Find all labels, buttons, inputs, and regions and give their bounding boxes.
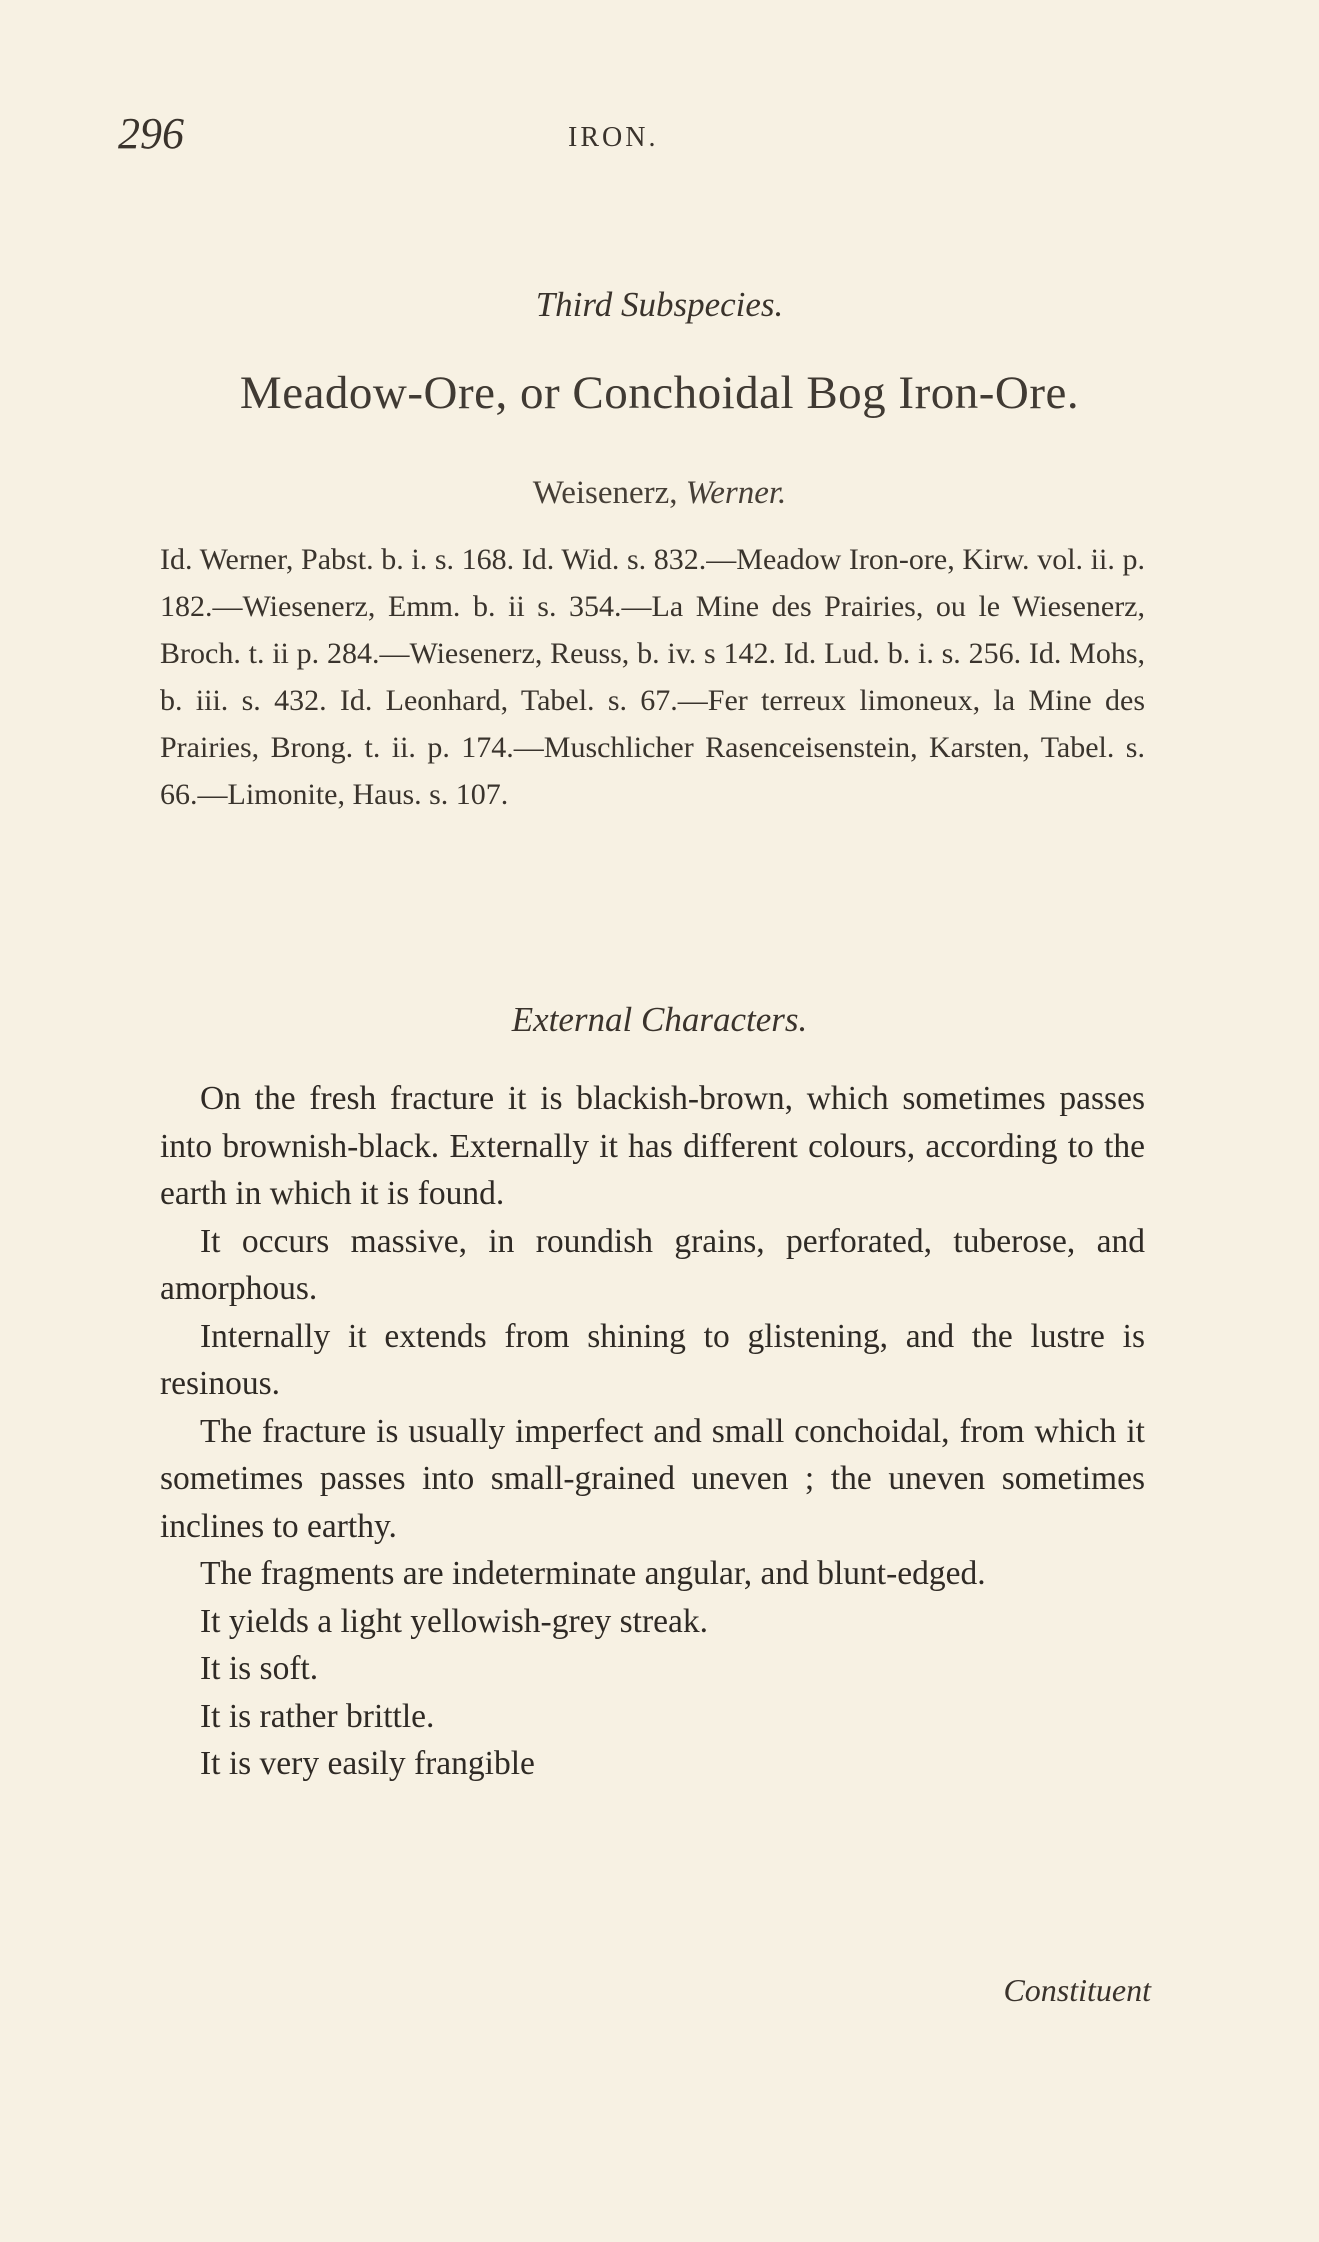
external-characters-heading: External Characters. <box>511 1000 808 1039</box>
page-number: 296 <box>118 109 184 158</box>
paragraph-frangibility: It is very easily frangible <box>200 1745 535 1782</box>
references-paragraph: Id. Werner, Pabst. b. i. s. 168. Id. Wid. s. 832.—Meadow Iron-ore, Kirw. vol. ii. p. 182.—Wiesenerz, Emm. b. ii s. 354.—La Mine des Prairies, ou le Wiesenerz, Broch. t. ii p. 284.—Wiesenerz, Reuss, b. iv. s 142. Id. Lud. b. i. s. 256. Id. Mohs, b. iii. s. 432. Id. Leonhard, Tabel. s. 67.—Fer terreux limoneux, la Mine des Prairies, Brong. t. ii. p. 174.—Muschlicher Rasenceisenstein, Karsten, Tabel. s. 66.—Limonite, Haus. s. 107. <box>160 543 1145 811</box>
paragraph-fracture: The fracture is usually imperfect and small conchoidal, from which it sometimes passes into small-grained uneven ; the uneven sometimes inclines to earthy. <box>160 1412 1145 1545</box>
paragraph-lustre: Internally it extends from shining to glistening, and the lustre is resinous. <box>160 1317 1145 1402</box>
running-head: IRON. <box>568 122 659 153</box>
catchword: Constituent <box>1003 1972 1151 2008</box>
body-text <box>160 1075 1145 1788</box>
synonym-author: Werner. <box>685 475 787 511</box>
subspecies-heading: Third Subspecies. <box>535 285 784 324</box>
section-title: Meadow-Ore, or Conchoidal Bog Iron-Ore. <box>239 367 1080 419</box>
paragraph-brittleness: It is rather brittle. <box>200 1697 435 1735</box>
page-header <box>118 108 1158 168</box>
paragraph-colour: On the fresh fracture it is blackish-brown, which sometimes passes into brownish-black. Externally it has different colours, according to the earth in which it is found. <box>160 1080 1145 1212</box>
paragraph-streak: It yields a light yellowish-grey streak. <box>200 1602 708 1640</box>
paragraph-hardness: It is soft. <box>200 1650 319 1687</box>
synonym-line <box>0 475 1319 512</box>
paragraph-fragments: The fragments are indeterminate angular, and blunt-edged. <box>200 1555 986 1592</box>
paragraph-occurrence: It occurs massive, in roundish grains, perforated, tuberose, and amorphous. <box>160 1222 1145 1307</box>
synonym-name: Weisenerz, <box>532 475 678 511</box>
